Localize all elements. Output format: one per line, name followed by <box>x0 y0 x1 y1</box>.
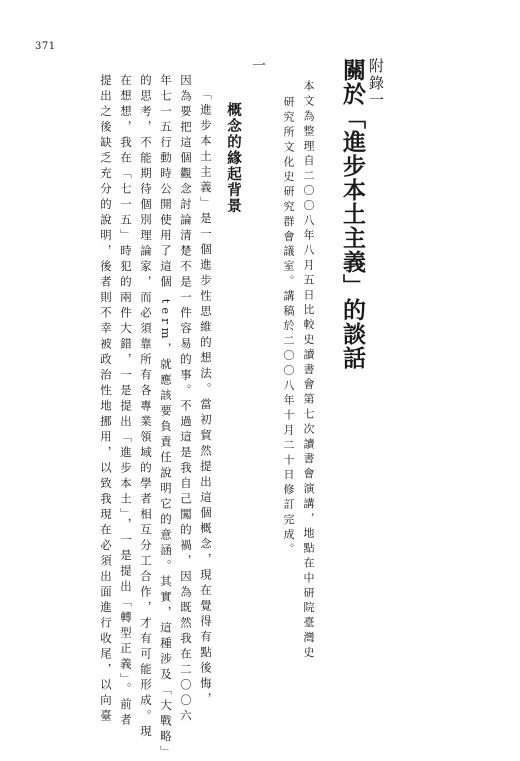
source-note-line: 本文為整理自二〇〇八年八月五日比較史讀書會第七次讀書會演講，地點在中研院臺灣史 <box>302 80 315 662</box>
body-text-line: 提出之後缺乏充分的說明，後者則不幸被政治性地挪用，以致我現在必須出面進行收尾，以向臺 <box>99 74 113 725</box>
body-text-line: 在想想，我在「七一五」時犯的兩件大錯，一是提出「進步本土」，一是提出「轉型正義」。前者 <box>119 74 133 730</box>
source-note-line: 研究所文化史研究群會議室。講稿於二〇〇八年十月二十日修訂完成。 <box>282 96 295 558</box>
page-number: 371 <box>35 41 56 52</box>
chapter-title: 關於「進步本土主義」的談話 <box>339 58 366 370</box>
body-text-line: 因為要把這個觀念討論清楚不是一件容易的事。不過這是我自己闖的禍，因為既然我在二〇〇六 <box>179 74 193 725</box>
body-text-line: 的思考，不能期待個別理論家，而必須靠所有各專業領域的學者相互分工合作，才有可能形成。現 <box>139 74 153 741</box>
body-text-line: 「進步本土主義」是一個進步性思維的想法。當初貿然提出這個概念，現在覺得有點後悔， <box>199 88 213 708</box>
body-text-line: 年七一五行動時公開使用了這個 term，就應該要負責任說明它的意涵。其實，這種涉及「大戰略」 <box>159 74 173 761</box>
section-title: 概念的緣起背景 <box>225 102 242 214</box>
section-number: 一 <box>250 58 266 72</box>
appendix-label: 附錄一 <box>367 58 385 109</box>
